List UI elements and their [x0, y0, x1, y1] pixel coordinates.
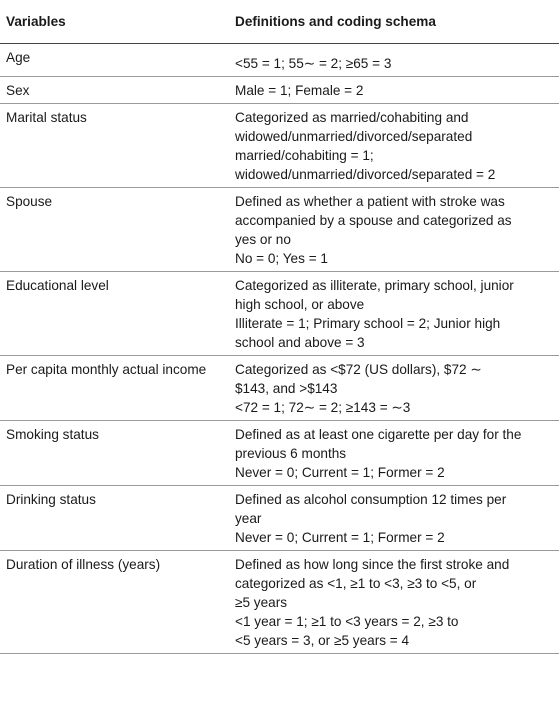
definition-line: Never = 0; Current = 1; Former = 2	[235, 464, 445, 480]
definition-line: school and above = 3	[235, 334, 365, 350]
definition-line: Categorized as married/cohabiting and	[235, 109, 469, 125]
definition-line: Defined as whether a patient with stroke was	[235, 193, 505, 209]
definition-line: Defined as how long since the first stroke and	[235, 556, 510, 572]
variable-cell: Duration of illness (years)	[0, 550, 229, 653]
table-row	[0, 420, 559, 485]
table-body	[0, 43, 559, 653]
definition-line: categorized as <1, ≥1 to <3, ≥3 to <5, or	[235, 575, 477, 591]
definition-line: ≥5 years	[235, 594, 288, 610]
definition-cell	[229, 485, 559, 550]
definition-line: <72 = 1; 72∼ = 2; ≥143 = ∼3	[235, 399, 411, 415]
definition-cell	[229, 271, 559, 355]
variable-cell: Spouse	[0, 187, 229, 271]
definition-cell	[229, 187, 559, 271]
definition-line: Categorized as <$72 (US dollars), $72 ∼	[235, 361, 482, 377]
definition-line: high school, or above	[235, 296, 365, 312]
variable-cell: Drinking status	[0, 485, 229, 550]
definition-line: previous 6 months	[235, 445, 347, 461]
definition-line: <1 year = 1; ≥1 to <3 years = 2, ≥3 to	[235, 613, 459, 629]
definition-line: Illiterate = 1; Primary school = 2; Junior high	[235, 315, 501, 331]
table-header	[0, 0, 559, 43]
definition-cell	[229, 355, 559, 420]
definition-line: widowed/unmarried/divorced/separated	[235, 128, 473, 144]
table-row	[0, 485, 559, 550]
table-row	[0, 43, 559, 76]
header-definitions: Definitions and coding schema	[229, 0, 559, 43]
definition-cell	[229, 550, 559, 653]
definition-cell	[229, 103, 559, 187]
definition-line: $143, and >$143	[235, 380, 338, 396]
definition-cell	[229, 76, 559, 103]
definition-line: Defined as alcohol consumption 12 times per	[235, 491, 507, 507]
header-row	[0, 0, 559, 43]
table-row	[0, 103, 559, 187]
definition-line: <5 years = 3, or ≥5 years = 4	[235, 632, 410, 648]
definition-line: Defined as at least one cigarette per day for the	[235, 426, 522, 442]
definition-line: year	[235, 510, 262, 526]
table-row	[0, 76, 559, 103]
table-row	[0, 187, 559, 271]
variable-cell: Age	[0, 43, 229, 76]
definition-line: Categorized as illiterate, primary school, junior	[235, 277, 514, 293]
table-row	[0, 355, 559, 420]
definition-line: accompanied by a spouse and categorized as	[235, 212, 512, 228]
table-row	[0, 271, 559, 355]
variable-cell: Per capita monthly actual income	[0, 355, 229, 420]
definition-cell	[229, 420, 559, 485]
variable-cell: Marital status	[0, 103, 229, 187]
table-row	[0, 550, 559, 653]
definition-line: Never = 0; Current = 1; Former = 2	[235, 529, 445, 545]
definition-line: No = 0; Yes = 1	[235, 250, 328, 266]
definition-line: Male = 1; Female = 2	[235, 82, 364, 98]
header-variables: Variables	[0, 0, 229, 43]
definition-line: yes or no	[235, 231, 291, 247]
variable-cell: Sex	[0, 76, 229, 103]
variable-cell: Smoking status	[0, 420, 229, 485]
definition-line: widowed/unmarried/divorced/separated = 2	[235, 166, 496, 182]
definition-cell	[229, 43, 559, 76]
definition-line: <55 = 1; 55∼ = 2; ≥65 = 3	[235, 55, 392, 71]
definition-line: married/cohabiting = 1;	[235, 147, 374, 163]
variable-cell: Educational level	[0, 271, 229, 355]
